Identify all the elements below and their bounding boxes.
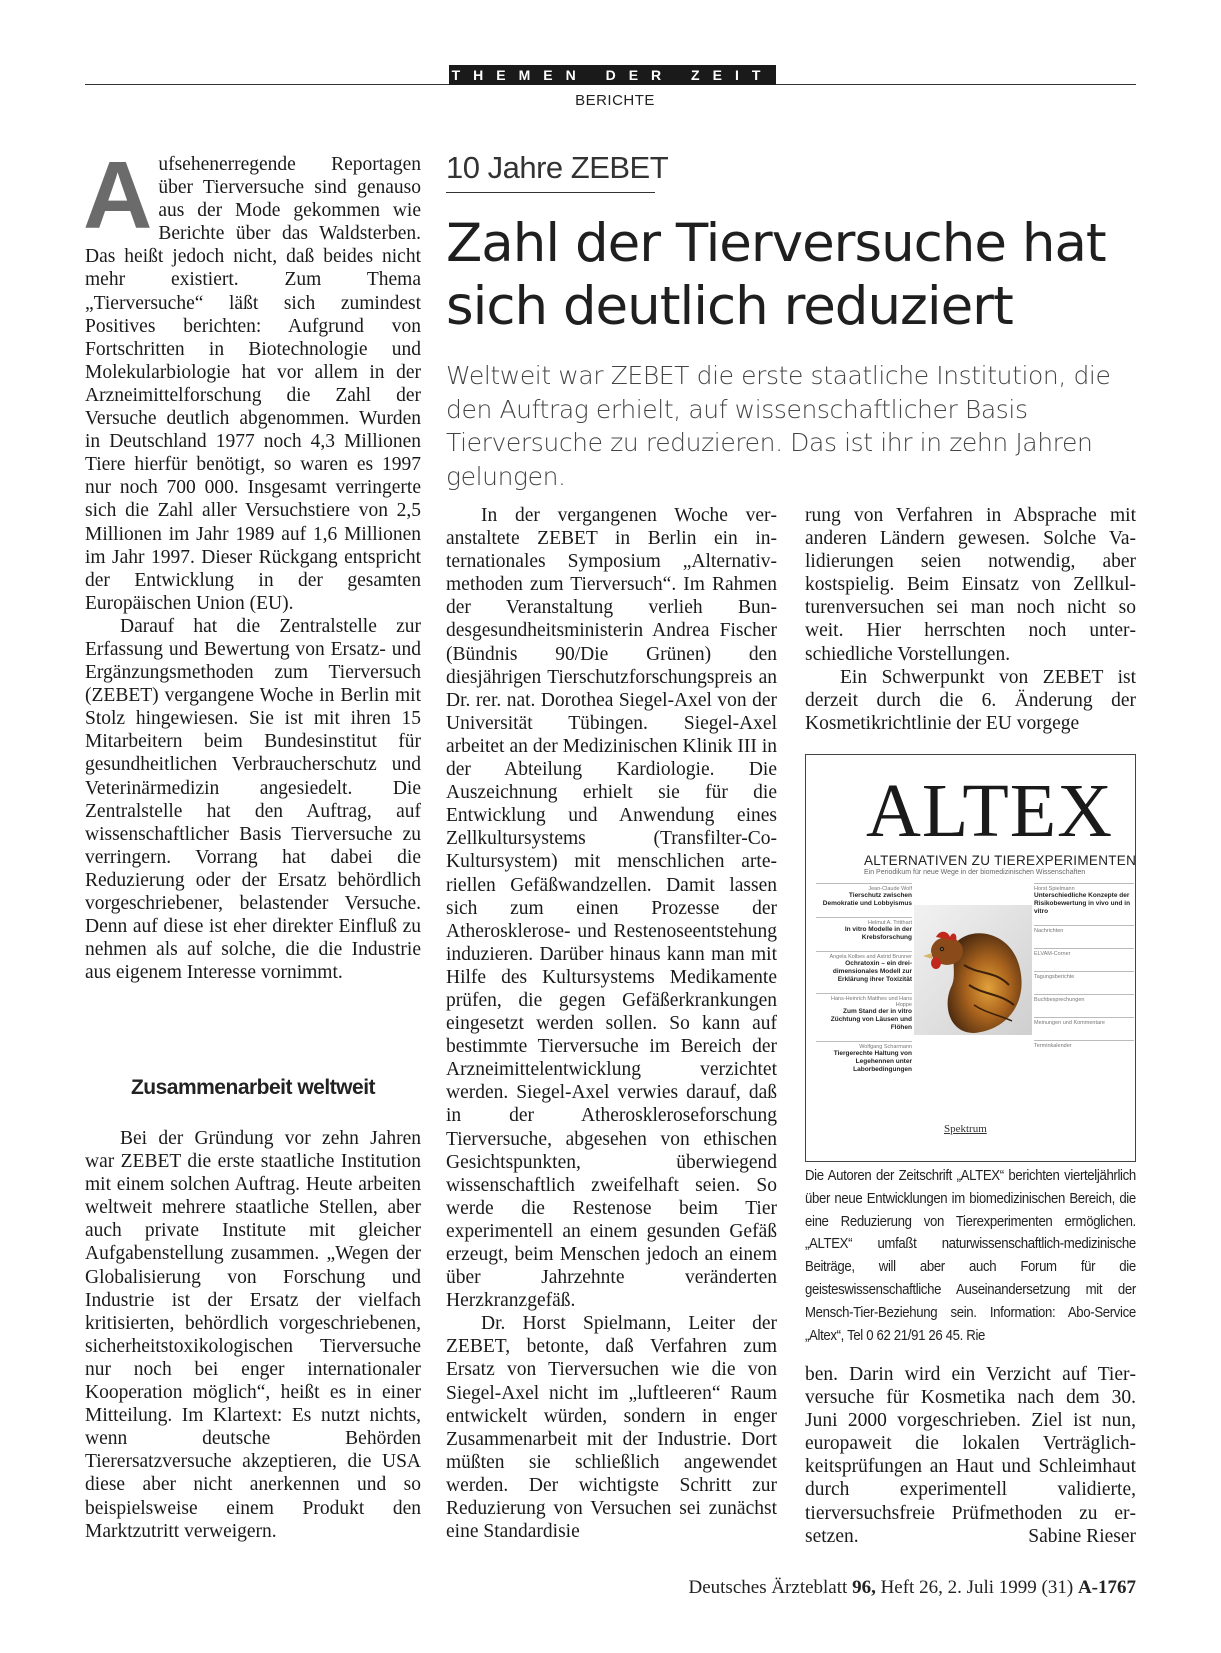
toc-title: Tiergerechte Haltung von Legehennen unter Laborbedingungen xyxy=(833,1050,912,1073)
toc-right xyxy=(1034,883,1134,1063)
body-paragraph: Darauf hat die Zentralstelle zur Erfassung und Bewertung von Ersatz- und Ergänzungsmethoden zum Tierversuch (ZEBET) vergangene Woche in Berlin mit Stolz hingewiesen. Sie ist mit ihren 15 Mitarbeitern beim Bundesinstitut für gesundheitlichen Verbraucherschutz und Veterinärmedizin angesiedelt. Die Zentralstelle hat den Auftrag, auf wissenschaftlicher Basis Tierversuche zu verringern. Vorrang hat dabei die Reduzierung oder der Ersatz behördlich vorgeschriebener, belastender Versuche. Denn auf diese ist eher direkter Einfluß zu nehmen als auf solche, die die Industrie aus eigenem Interesse vornimmt. xyxy=(85,615,421,984)
toc-title: Ochratoxin – ein drei-dimensionales Modell zur Erklärung ihrer Toxizität xyxy=(832,960,912,983)
body-paragraph: Ein Schwerpunkt von ZEBET ist derzeit durch die 6. Änderung der Kosmetikrichtlinie der EU vorgege xyxy=(805,666,1136,734)
toc-item xyxy=(816,917,912,942)
body-paragraph: rung von Verfahren in Absprache mit anderen Ländern gewesen. Solche Validierungen seien notwendig, aber kostspielig. Beim Einsatz von Zellkulturenversuchen sei man noch nicht so weit. Hier herrschten noch unterschiedliche Vorstellungen. xyxy=(805,505,1136,665)
drop-cap: A xyxy=(83,142,153,249)
toc-item xyxy=(1034,883,1134,916)
headline-line-1: Zahl der Tierversuche hat xyxy=(446,213,1106,274)
article-column-3-lower xyxy=(805,1363,1136,1548)
article-column-1-lower xyxy=(85,1127,421,1543)
toc-entry: Tagungsberichte xyxy=(1034,971,1134,980)
journal-name: Deutsches Ärzteblatt xyxy=(688,1577,848,1598)
toc-author: Jean-Claude Wolf xyxy=(816,883,912,892)
article-column-3 xyxy=(805,504,1136,735)
journal-issue: Heft 26, 2. Juli 1999 (31) xyxy=(880,1577,1074,1598)
altex-logo: ALTEX xyxy=(866,769,1114,853)
author-signature: Sabine Rieser xyxy=(1028,1525,1136,1547)
deck: Weltweit war ZEBET die erste staatliche Institution, die den Auftrag erhielt, auf wissenschaftlicher Basis Tierversuche zu reduzieren. Das ist ihr in zehn Jahren gelungen. xyxy=(446,361,1111,491)
toc-title: Unterschiedliche Konzepte der Risikobewertung in vivo und in vitro xyxy=(1034,892,1131,915)
kicker-rule xyxy=(446,192,655,193)
toc-author: Helmut A. Tritthart xyxy=(816,917,912,926)
page-footer xyxy=(689,1577,1137,1599)
headline-line-2: sich deutlich reduziert xyxy=(446,276,1013,337)
toc-entry: Terminkalender xyxy=(1034,1040,1134,1049)
altex-cover-figure xyxy=(805,754,1136,1162)
toc-entry: Nachrichten xyxy=(1034,925,1134,934)
hen-photo xyxy=(914,905,1032,1035)
body-paragraph: In der vergangenen Woche veranstaltete ZEBET in Berlin ein internationales Symposium „Alternativmethoden zum Tierversuch“. Im Rahmen der Veranstaltung verlieh Bundesgesundheitsministerin Andrea Fischer (Bündnis 90/Die Grünen) den diesjährigen Tierschutzforschungspreis an Dr. rer. nat. Dorothea Siegel-Axel von der Universität Tübingen. Siegel-Axel arbeitet an der Medizinischen Klinik III in der Abteilung Kardiologie. Die Auszeichnung erhielt sie für die Entwicklung und Anwendung eines Zellkultursystems (Transfilter-Co-Kultursystem) mit menschlichen arteriellen Gefäßwandzellen. Damit lassen sich zum einen Prozesse der Atherosklerose- und Restenoseentstehung induzieren. Darüber hinaus kann man mit Hilfe des Kultursystems Medikamente prüfen, die gegen Gefäßerkrankungen eingesetzt werden sollen. So kann auf bestimmte Tierversuche im Bereich der Arzneimittelentwicklung verzichtet werden. Siegel-Axel verwies darauf, daß in der Atheroskleroseforschung Tierversuche, abgesehen von ethischen Gesichtspunkten, überwiegend wissenschaftlich zweifelhaft seien. So werde die Restenose beim Tier experimentell an einem gesunden Gefäß erzeugt, beim Menschen jedoch an einem über Jahrzehnte veränderten Herzkranzgefäß. xyxy=(446,505,777,1312)
toc-item xyxy=(816,951,912,984)
figure-caption: Die Autoren der Zeitschrift „ALTEX“ berichten vierteljährlich über neue Entwicklungen im biomedizinischen Bereich, die eine Reduzierung von Tierexperimenten ermöglichen. „ALTEX“ umfaßt naturwissenschaftlich-medizinische Beiträge, will aber auch Forum für die geisteswissenschaftliche Auseinandersetzung mit der Mensch-Tier-Beziehung sein. Information: Abo-Service „Altex“, Tel 0 62 21/91 26 45. Rie xyxy=(805,1167,1136,1344)
altex-tagline: Ein Periodikum für neue Wege in der biomedizinischen Wissenschaften xyxy=(864,869,1086,876)
subheading-wrap xyxy=(85,1076,421,1100)
toc-item xyxy=(816,1041,912,1074)
article-column-2 xyxy=(446,504,777,1543)
toc-item xyxy=(816,883,912,908)
subheading: Zusammenarbeit weltweit xyxy=(130,1076,376,1099)
journal-volume: 96, xyxy=(852,1577,876,1598)
section-label: BERICHTE xyxy=(575,92,655,109)
toc-author: Horst Spielmann xyxy=(1034,883,1134,892)
page-number: A-1767 xyxy=(1077,1577,1136,1598)
toc-entry: Buchbesprechungen xyxy=(1034,994,1134,1003)
toc-item xyxy=(816,993,912,1032)
body-paragraph xyxy=(805,1363,1136,1548)
toc-left xyxy=(816,883,912,1083)
publisher-logo: Spektrum xyxy=(944,1123,987,1135)
toc-author: Angela Kolbes and Astrid Brunner xyxy=(816,951,912,960)
body-paragraph: Dr. Horst Spielmann, Leiter der ZEBET, betonte, daß Verfahren zum Ersatz von Tierversuchen wie die von Siegel-Axel nicht im „luftleeren“ Raum entwickelt würden, sondern in enger Zusammenarbeit mit der Industrie. Dort müßten sie schließlich angewendet werden. Der wichtigste Schritt zur Reduzierung von Versuchen sei zunächst eine Standardisie xyxy=(446,1313,777,1543)
toc-author: Hans-Heinrich Matthes und Hans Hoppe xyxy=(816,993,912,1008)
toc-author: Wolfgang Scharmann xyxy=(816,1041,912,1050)
toc-entry: ELVAM-Corner xyxy=(1034,948,1134,957)
section-banner: THEMEN DER ZEIT xyxy=(449,65,776,85)
closing-text: ben. Darin wird ein Verzicht auf Tierversuche für Kosmetika nach dem 30. Juni 2000 vorgeschrieben. Ziel ist nun, europaweit die lokalen Verträglichkeitsprüfungen an Haut und Schleimhaut durch experimentell validierte, tierversuchsfreie Prüfmethoden zu ersetzen. xyxy=(805,1364,1136,1547)
headline xyxy=(446,212,1146,338)
intro-paragraph: ufsehenerregende Reportagen über Tierversuche sind genauso aus der Mode gekommen wie Berichte über das Waldsterben. Das heißt jedoch nicht, daß beides nicht mehr existiert. Zum Thema „Tierversuche“ läßt sich zumindest Positives berichten: Aufgrund von Fortschritten in Biotechnologie und Molekularbiologie hat vor allem in der Arzneimittelforschung die Zahl der Versuche deutlich abgenommen. Wurden in Deutschland 1977 noch 4,3 Millionen Tiere hierfür benötigt, so waren es 1997 nur noch 700 000. Insgesamt verringerte sich die Zahl aller Versuchstiere von 2,5 Millionen im Jahr 1989 auf 1,6 Millionen im Jahr 1997. Dieser Rückgang entspricht der Entwicklung in der gesamten Europäischen Union (EU). xyxy=(85,154,421,614)
altex-subtitle: ALTERNATIVEN ZU TIEREXPERIMENTEN xyxy=(864,853,1137,868)
toc-title: Tierschutz zwischen Demokratie und Lobbyismus xyxy=(822,892,912,907)
body-paragraph: Bei der Gründung vor zehn Jahren war ZEBET die erste staatliche Institution mit einem solchen Auftrag. Heute arbeiten weltweit mehrere staatliche Stellen, aber auch private Institute mit gleicher Aufgabenstellung zusammen. „Wegen der Globalisierung von Forschung und Industrie ist der Ersatz der vielfach kritisierten, behördlich vorgeschriebenen, sicherheitstoxikologischen Tierversuche nur noch bei enger internationaler Kooperation möglich“, heißt es in einer Mitteilung. Im Klartext: Es nutzt nichts, wenn deutsche Behörden Tierersatzversuche akzeptieren, die USA diese aber nicht anerkennen und so beispielsweise einem Produkt den Marktzutritt verweigern. xyxy=(85,1128,421,1542)
toc-title: Zum Stand der in vitro Züchtung von Läusen und Flöhen xyxy=(830,1008,912,1031)
toc-entry: Meinungen und Kommentare xyxy=(1034,1017,1134,1026)
kicker: 10 Jahre ZEBET xyxy=(446,150,669,185)
article-column-1 xyxy=(83,142,421,984)
toc-title: In vitro Modelle in der Krebsforschung xyxy=(844,926,912,941)
